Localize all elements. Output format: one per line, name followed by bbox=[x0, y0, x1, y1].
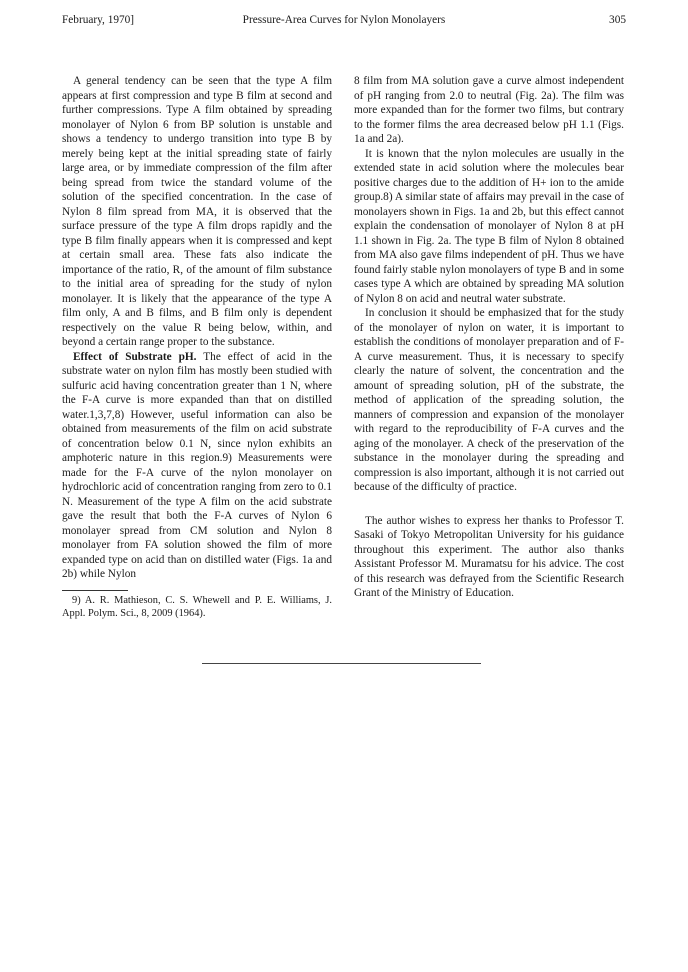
paragraph-nylon8-ph: 8 film from MA solution gave a curve almost independent of pH ranging from 2.0 to neutral (Fig. 2a). The film was more expanded than for the former two films, but contrary to the former films the area decreased below pH 1.1 (Figs. 1a and 2a). bbox=[354, 75, 624, 145]
footnote-9: 9) A. R. Mathieson, C. S. Whewell and P. E. Williams, J. Appl. Polym. Sci., 8, 2009 (1964). bbox=[62, 594, 332, 619]
header-title: Pressure-Area Curves for Nylon Monolayers bbox=[242, 14, 446, 26]
header-date: February, 1970] bbox=[62, 14, 135, 26]
paragraph-substrate-ph-body: The effect of acid in the substrate water on nylon film has mostly been studied with sulfuric acid having concentration greater than 1 N, where the F-A curve is more expanded than that on distilled water.1,3,7,8) However, useful information can also be obtained from measurements of the film on acid substrate of concentration below 0.1 N, since nylon exhibits an amphoteric nature in this region.9) Measurements were made for the F-A curve of the nylon monolayer on hydrochloric acid of concentration ranging from zero to 0.1 N. Measurement of the type A film on the acid substrate gave the result that both the F-A curves of Nylon 6 monolayer spread from CM solution and Nylon 8 monolayer from FA solution showed the film of more expanded type on acid than on distilled water (Figs. 1a and 2b) while Nylon bbox=[62, 350, 332, 580]
paragraph-extended-state: It is known that the nylon molecules are usually in the extended state in acid solution where the molecules bear positive charges due to the addition of H+ ion to the amide group.8) A similar state of affairs may prevail in the case of monolayers shown in Figs. 1a and 2b, but this effect cannot explain the condensation of monolayer of Nylon 8 at pH 1.1 shown in Fig. 2a. The type B film of Nylon 8 obtained from MA also gave films independent of pH. Thus we have found fairly stable nylon monolayers of type B and in some cases type A which are obtained by spreading MA solution of Nylon 8 on acid and neutral water substrate. bbox=[354, 147, 624, 305]
paragraph-type-films: A general tendency can be seen that the type A film appears at first compression and type B film at second and further compressions. Type A film obtained by spreading monolayer of Nylon 6 from BP solution is unstable and shows a tendency to undergo transition into type B by merely being kept at the initial spreading state of fairly large area, or by immediate compression of the film after being spread from twice the standard volume of the solution of the specified concentration. In the case of Nylon 8 film spread from MA, it is observed that the surface pressure of the type A film drops rapidly and the type B film finally appears when it is compressed and kept at certain small area. These fats also indicate the importance of the ratio, R, of the amount of film substance to the initial area of spreading for the study of nylon monolayer. It is likely that the appearance of the type A film only, A and B films, and B film only is dependent respectively on the value R being below, within, and beyond a certain range proper to the substance. bbox=[62, 75, 332, 348]
footnote-divider bbox=[62, 590, 128, 591]
right-column bbox=[354, 74, 624, 601]
left-column bbox=[62, 74, 332, 620]
paragraph-substrate-ph bbox=[62, 350, 332, 582]
section-heading-substrate-ph: Effect of Substrate pH. bbox=[73, 350, 197, 363]
end-rule bbox=[202, 663, 481, 664]
paragraph-conclusion: In conclusion it should be emphasized that for the study of the monolayer of nylon on water, it is important to establish the conditions of monolayer preparation and of F-A curve measurement. Thus, it is necessary to specify clearly the nature of solvent, the concentration and the amount of spreading solution, pH of the substrate, the method of application of the spreading solution, the manners of compression and expansion of the monolayer with regard to the reproducibility of F-A curves and the aging of the monolayer. A check of the preservation of the substance in the monolayer during the spreading and compression is also important, although it is not carried out because of the difficulty of practice. bbox=[354, 307, 624, 493]
running-header bbox=[62, 14, 626, 30]
paragraph-acknowledgement: The author wishes to express her thanks to Professor T. Sasaki of Tokyo Metropolitan University for his guidance throughout this experiment. The author also thanks Assistant Professor M. Muramatsu for his advice. The cost of this research was defrayed from the Scientific Research Grant of the Ministry of Education. bbox=[354, 514, 624, 599]
page-number: 305 bbox=[609, 14, 626, 26]
